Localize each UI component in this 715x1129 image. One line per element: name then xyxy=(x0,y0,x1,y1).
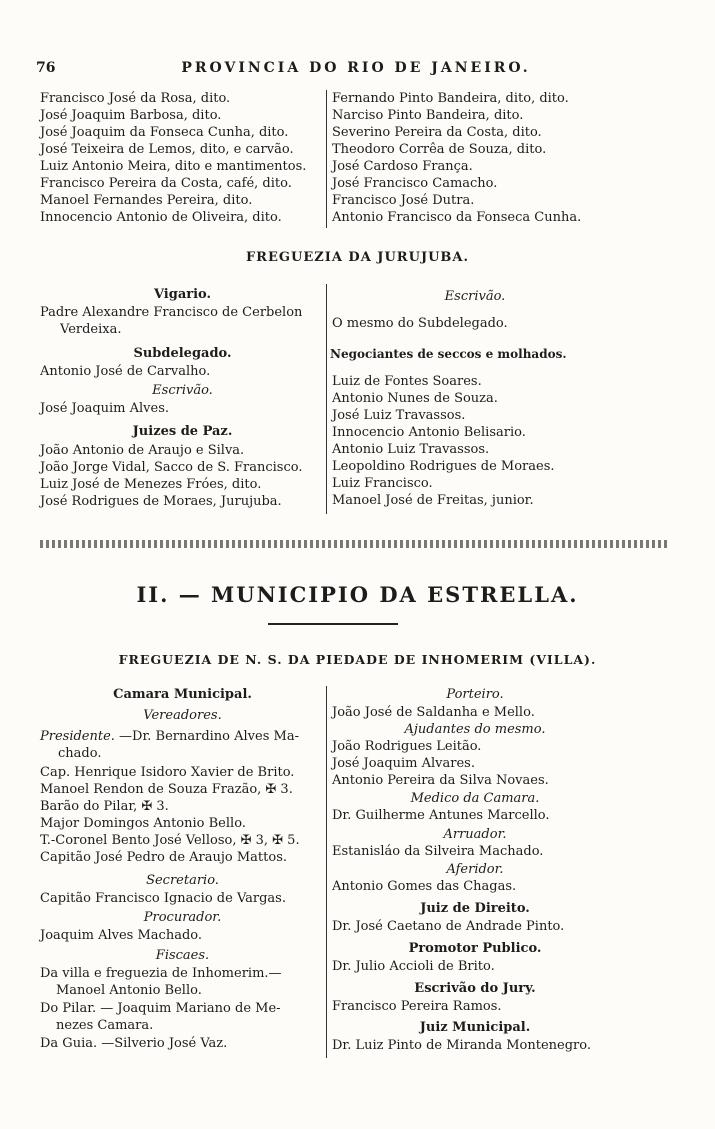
list-item: Luiz José de Menezes Fróes, dito. xyxy=(40,477,262,492)
list-item: Leopoldino Rodrigues de Moraes. xyxy=(332,459,555,474)
list-item: José Teixeira de Lemos, dito, e carvão. xyxy=(40,142,294,157)
list-item: Major Domingos Antonio Bello. xyxy=(40,816,246,831)
list-item: Narciso Pinto Bandeira, dito. xyxy=(332,108,524,123)
list-item: Do Pilar. — Joaquim Mariano de Me- xyxy=(40,1001,281,1016)
subheading: Negociantes de seccos e molhados. xyxy=(330,347,567,361)
list-item: Theodoro Corrêa de Souza, dito. xyxy=(332,142,547,157)
list-item: Padre Alexandre Francisco de Cerbelon xyxy=(40,305,303,320)
list-item: Manoel Rendon de Souza Frazão, ✠ 3. xyxy=(40,782,293,797)
list-item: Cap. Henrique Isidoro Xavier de Brito. xyxy=(40,765,295,780)
list-item: Innocencio Antonio Belisario. xyxy=(332,425,526,440)
section-heading: FREGUEZIA DA JURUJUBA. xyxy=(245,250,470,265)
list-item: Manoel Antonio Bello. xyxy=(56,983,202,998)
section-heading: FREGUEZIA DE N. S. DA PIEDADE DE INHOMERIM (VILLA). xyxy=(118,652,597,667)
list-item: Verdeixa. xyxy=(60,322,122,337)
subheading: Vereadores. xyxy=(143,708,222,723)
subheading: Fiscaes. xyxy=(155,948,210,963)
list-item: Francisco Pereira da Costa, café, dito. xyxy=(40,176,292,191)
page-number: 76 xyxy=(36,60,56,76)
list-item: José Joaquim Barbosa, dito. xyxy=(40,108,222,123)
list-item: T.-Coronel Bento José Velloso, ✠ 3, ✠ 5. xyxy=(40,833,300,848)
list-item: O mesmo do Subdelegado. xyxy=(332,316,508,331)
list-item: José Joaquim Alves. xyxy=(40,401,170,416)
list-item: Dr. José Caetano de Andrade Pinto. xyxy=(332,919,565,934)
list-item: João Rodrigues Leitão. xyxy=(332,739,482,754)
list-item: Francisco Pereira Ramos. xyxy=(332,999,502,1014)
list-item: Antonio Nunes de Souza. xyxy=(332,391,498,406)
list-item: Antonio Francisco da Fonseca Cunha. xyxy=(332,210,582,225)
list-item: José Francisco Camacho. xyxy=(332,176,498,191)
list-item: José Joaquim Alvares. xyxy=(332,756,475,771)
presidente-name: —Dr. Bernardino Alves Ma- xyxy=(114,729,299,744)
list-item: Manoel José de Freitas, junior. xyxy=(332,493,534,508)
list-item: Dr. Julio Accioli de Brito. xyxy=(332,959,495,974)
subheading: Vigario. xyxy=(153,287,212,302)
ornamental-rule xyxy=(40,540,670,548)
subheading: Juizes de Paz. xyxy=(132,424,233,439)
subheading: Arruador. xyxy=(443,827,507,842)
subheading: Procurador. xyxy=(143,910,222,925)
list-item: José Luiz Travassos. xyxy=(332,408,466,423)
subheading: Juiz Municipal. xyxy=(419,1020,531,1035)
column-divider xyxy=(326,90,327,228)
list-item: Dr. Guilherme Antunes Marcello. xyxy=(332,808,550,823)
list-item: Francisco José Dutra. xyxy=(332,193,475,208)
subheading: Secretario. xyxy=(146,873,219,888)
list-item: chado. xyxy=(58,746,102,761)
column-divider xyxy=(326,686,327,1058)
list-item xyxy=(40,728,299,745)
list-item: Joaquim Alves Machado. xyxy=(40,928,203,943)
list-item: Luiz de Fontes Soares. xyxy=(332,374,482,389)
list-item: Luiz Francisco. xyxy=(332,476,433,491)
list-item: Da Guia. —Silverio José Vaz. xyxy=(40,1036,228,1051)
subheading: Aferidor. xyxy=(446,862,504,877)
list-item: Dr. Luiz Pinto de Miranda Montenegro. xyxy=(332,1038,591,1053)
subheading: Camara Municipal. xyxy=(113,687,252,702)
list-item: José Joaquim da Fonseca Cunha, dito. xyxy=(40,125,289,140)
municipio-title: II. — MUNICIPIO DA ESTRELLA. xyxy=(136,582,579,607)
list-item: Da villa e freguezia de Inhomerim.— xyxy=(40,966,282,981)
divider xyxy=(268,623,398,625)
list-item: Francisco José da Rosa, dito. xyxy=(40,91,231,106)
subheading: Escrivão. xyxy=(444,289,506,304)
subheading: Escrivão do Jury. xyxy=(414,981,536,996)
subheading: Escrivão. xyxy=(152,383,213,398)
list-item: Capitão José Pedro de Araujo Mattos. xyxy=(40,850,287,865)
list-item: José Rodrigues de Moraes, Jurujuba. xyxy=(40,494,282,509)
list-item: José Cardoso França. xyxy=(332,159,473,174)
list-item: Antonio Luiz Travassos. xyxy=(332,442,490,457)
list-item: Antonio José de Carvalho. xyxy=(40,364,211,379)
list-item: Antonio Pereira da Silva Novaes. xyxy=(332,773,549,788)
list-item: João Jorge Vidal, Sacco de S. Francisco. xyxy=(40,460,303,475)
list-item: nezes Camara. xyxy=(56,1018,154,1033)
list-item: Fernando Pinto Bandeira, dito, dito. xyxy=(332,91,569,106)
column-divider xyxy=(326,284,327,514)
list-item: Luiz Antonio Meira, dito e mantimentos. xyxy=(40,159,307,174)
list-item: Manoel Fernandes Pereira, dito. xyxy=(40,193,253,208)
page-title: PROVINCIA DO RIO DE JANEIRO. xyxy=(181,60,531,76)
list-item: João Antonio de Araujo e Silva. xyxy=(40,443,245,458)
list-item: Capitão Francisco Ignacio de Vargas. xyxy=(40,891,286,906)
subheading: Porteiro. xyxy=(446,687,504,702)
list-item: Estanisláo da Silveira Machado. xyxy=(332,844,544,859)
list-item: Severino Pereira da Costa, dito. xyxy=(332,125,542,140)
page-header xyxy=(36,60,676,82)
subheading: Medico da Camara. xyxy=(410,791,540,806)
presidente-label: Presidente. xyxy=(40,729,115,744)
list-item: Antonio Gomes das Chagas. xyxy=(332,879,517,894)
list-item: Innocencio Antonio de Oliveira, dito. xyxy=(40,210,282,225)
subheading: Promotor Publico. xyxy=(408,941,542,956)
list-item: Barão do Pilar, ✠ 3. xyxy=(40,799,169,814)
subheading: Subdelegado. xyxy=(133,346,232,361)
list-item: João José de Saldanha e Mello. xyxy=(332,705,535,720)
subheading: Juiz de Direito. xyxy=(420,901,530,916)
subheading: Ajudantes do mesmo. xyxy=(404,722,546,737)
